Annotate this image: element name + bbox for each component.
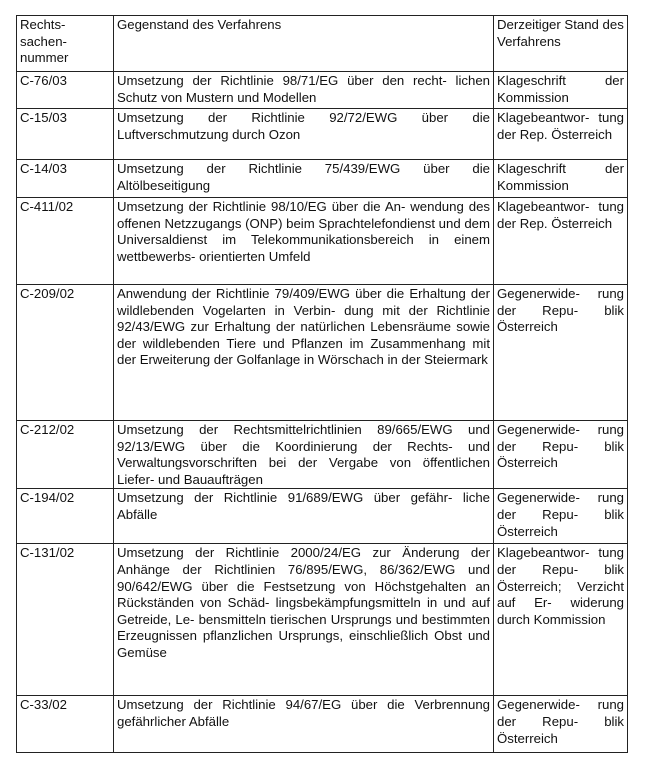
proceedings-table bbox=[16, 15, 628, 753]
case-number-cell: C-33/02 bbox=[17, 696, 114, 753]
status-cell: Klagebeantwor- tung der Repu- blik Österreich; Verzicht auf Er- widerung durch Kommission bbox=[494, 544, 628, 696]
case-number-cell: C-14/03 bbox=[17, 160, 114, 198]
status-cell: Gegenerwide- rung der Repu- blik Österreich bbox=[494, 285, 628, 421]
header-case-number: Rechts- sachen- nummer bbox=[17, 16, 114, 72]
table-row bbox=[17, 160, 628, 198]
status-cell: Gegenerwide- rung der Repu- blik Österreich bbox=[494, 489, 628, 544]
subject-cell: Umsetzung der Richtlinie 75/439/EWG über die Altölbeseitigung bbox=[114, 160, 494, 198]
case-number-cell: C-194/02 bbox=[17, 489, 114, 544]
header-row bbox=[17, 16, 628, 72]
status-cell: Klagebeantwor- tung der Rep. Österreich bbox=[494, 109, 628, 160]
table-row bbox=[17, 72, 628, 109]
subject-cell: Umsetzung der Richtlinie 98/10/EG über die An- wendung des offenen Netzzugangs (ONP) beim Sprachtelefondienst und dem Universaldienst im Telekommunikationsbereich in einem wettbewerbs- orientierten Umfeld bbox=[114, 198, 494, 285]
header-subject: Gegenstand des Verfahrens bbox=[114, 16, 494, 72]
header-status: Derzeitiger Stand des Verfahrens bbox=[494, 16, 628, 72]
subject-cell: Umsetzung der Richtlinie 91/689/EWG über gefähr- liche Abfälle bbox=[114, 489, 494, 544]
subject-cell: Umsetzung der Richtlinie 94/67/EG über die Verbrennung gefährlicher Abfälle bbox=[114, 696, 494, 753]
subject-cell: Umsetzung der Richtlinie 98/71/EG über den recht- lichen Schutz von Mustern und Modellen bbox=[114, 72, 494, 109]
subject-cell: Umsetzung der Richtlinie 92/72/EWG über die Luftverschmutzung durch Ozon bbox=[114, 109, 494, 160]
status-cell: Klagebeantwor- tung der Rep. Österreich bbox=[494, 198, 628, 285]
table-row bbox=[17, 696, 628, 753]
case-number-cell: C-411/02 bbox=[17, 198, 114, 285]
status-cell: Klageschrift der Kommission bbox=[494, 160, 628, 198]
table-row bbox=[17, 489, 628, 544]
subject-cell: Umsetzung der Richtlinie 2000/24/EG zur Änderung der Anhänge der Richtlinien 76/895/EWG, 86/362/EWG und 90/642/EWG über die Festsetzung von Höchstgehalten an Rückständen von Schäd- lingsbekämpfungsmitteln in und auf Getreide, Le- bensmitteln tierischen Ursprungs und bestimmten Erzeugnissen pflanzlichen Ursprungs, einschließlich Obst und Gemüse bbox=[114, 544, 494, 696]
case-number-cell: C-131/02 bbox=[17, 544, 114, 696]
status-cell: Gegenerwide- rung der Repu- blik Österreich bbox=[494, 421, 628, 489]
table-row bbox=[17, 544, 628, 696]
case-number-cell: C-212/02 bbox=[17, 421, 114, 489]
case-number-cell: C-76/03 bbox=[17, 72, 114, 109]
status-cell: Klageschrift der Kommission bbox=[494, 72, 628, 109]
case-number-cell: C-209/02 bbox=[17, 285, 114, 421]
table-row bbox=[17, 285, 628, 421]
table-row bbox=[17, 109, 628, 160]
table-row bbox=[17, 421, 628, 489]
case-number-cell: C-15/03 bbox=[17, 109, 114, 160]
subject-cell: Anwendung der Richtlinie 79/409/EWG über die Erhaltung der wildlebenden Vogelarten in Verbin- dung mit der Richtlinie 92/43/EWG zur Erhaltung der natürlichen Lebensräume sowie der wildlebenden Tiere und Pflanzen im Zusammenhang mit der Erweiterung der Golfanlage in Wörschach in der Steiermark bbox=[114, 285, 494, 421]
status-cell: Gegenerwide- rung der Repu- blik Österreich bbox=[494, 696, 628, 753]
table-row bbox=[17, 198, 628, 285]
subject-cell: Umsetzung der Rechtsmittelrichtlinien 89/665/EWG und 92/13/EWG über die Koordinierung der Rechts- und Verwaltungsvorschriften bei der Vergabe von öffentlichen Liefer- und Bauaufträgen bbox=[114, 421, 494, 489]
